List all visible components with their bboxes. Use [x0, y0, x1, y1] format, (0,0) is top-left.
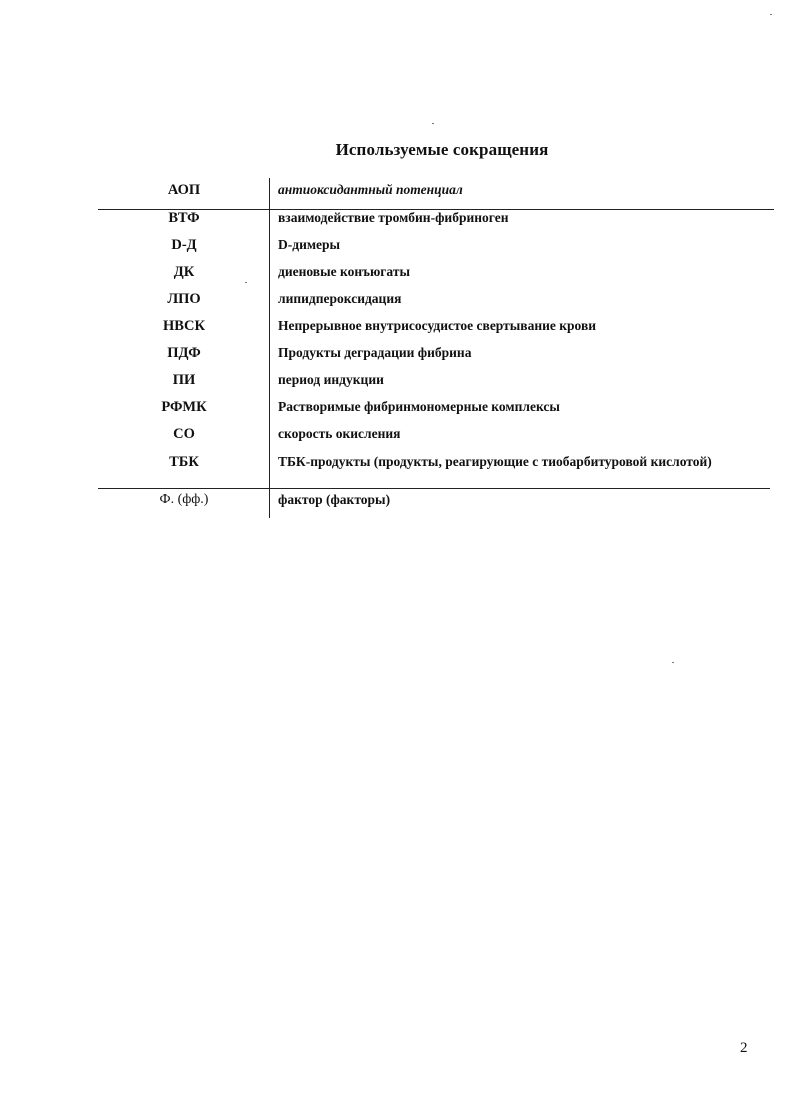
- abbreviation: D-Д: [171, 237, 197, 253]
- scan-speck: [245, 282, 247, 283]
- abbreviation: ВТФ: [168, 210, 200, 226]
- definition: антиоксидантный потенциал: [278, 182, 463, 197]
- definition: D-димеры: [278, 237, 341, 252]
- abbreviation: Ф. (фф.): [159, 492, 209, 507]
- abbreviation: НВСК: [163, 318, 205, 334]
- abbreviation: ПДФ: [167, 345, 201, 361]
- abbreviation: АОП: [167, 182, 201, 198]
- scan-speck: [770, 14, 772, 15]
- abbreviation: ЛПО: [167, 291, 201, 307]
- definition: ТБК-продукты (продукты, реагирующие с тиобарбитуровой кислотой): [278, 454, 712, 469]
- definition: Продукты деградации фибрина: [278, 345, 472, 360]
- abbreviation: ТБК: [169, 454, 199, 470]
- definition: диеновые конъюгаты: [278, 264, 411, 279]
- abbreviation: СО: [173, 426, 195, 442]
- abbreviation: РФМК: [161, 399, 207, 415]
- page-title: Используемые сокращения: [335, 140, 549, 159]
- page-number: 2: [740, 1040, 748, 1056]
- definition: липидпероксидация: [278, 291, 402, 306]
- definition: период индукции: [278, 372, 384, 387]
- abbreviation: ДК: [173, 264, 195, 280]
- definition: скорость окисления: [278, 426, 401, 441]
- scan-speck: [432, 123, 434, 124]
- definition: фактор (факторы): [278, 492, 391, 507]
- footer-rule: [98, 488, 770, 489]
- definition: Растворимые фибринмономерные комплексы: [278, 399, 560, 414]
- abbreviation: ПИ: [172, 372, 196, 388]
- scan-speck: [672, 662, 674, 663]
- definition: Непрерывное внутрисосудистое свертывание крови: [278, 318, 597, 333]
- definition: взаимодействие тромбин-фибриноген: [278, 210, 509, 225]
